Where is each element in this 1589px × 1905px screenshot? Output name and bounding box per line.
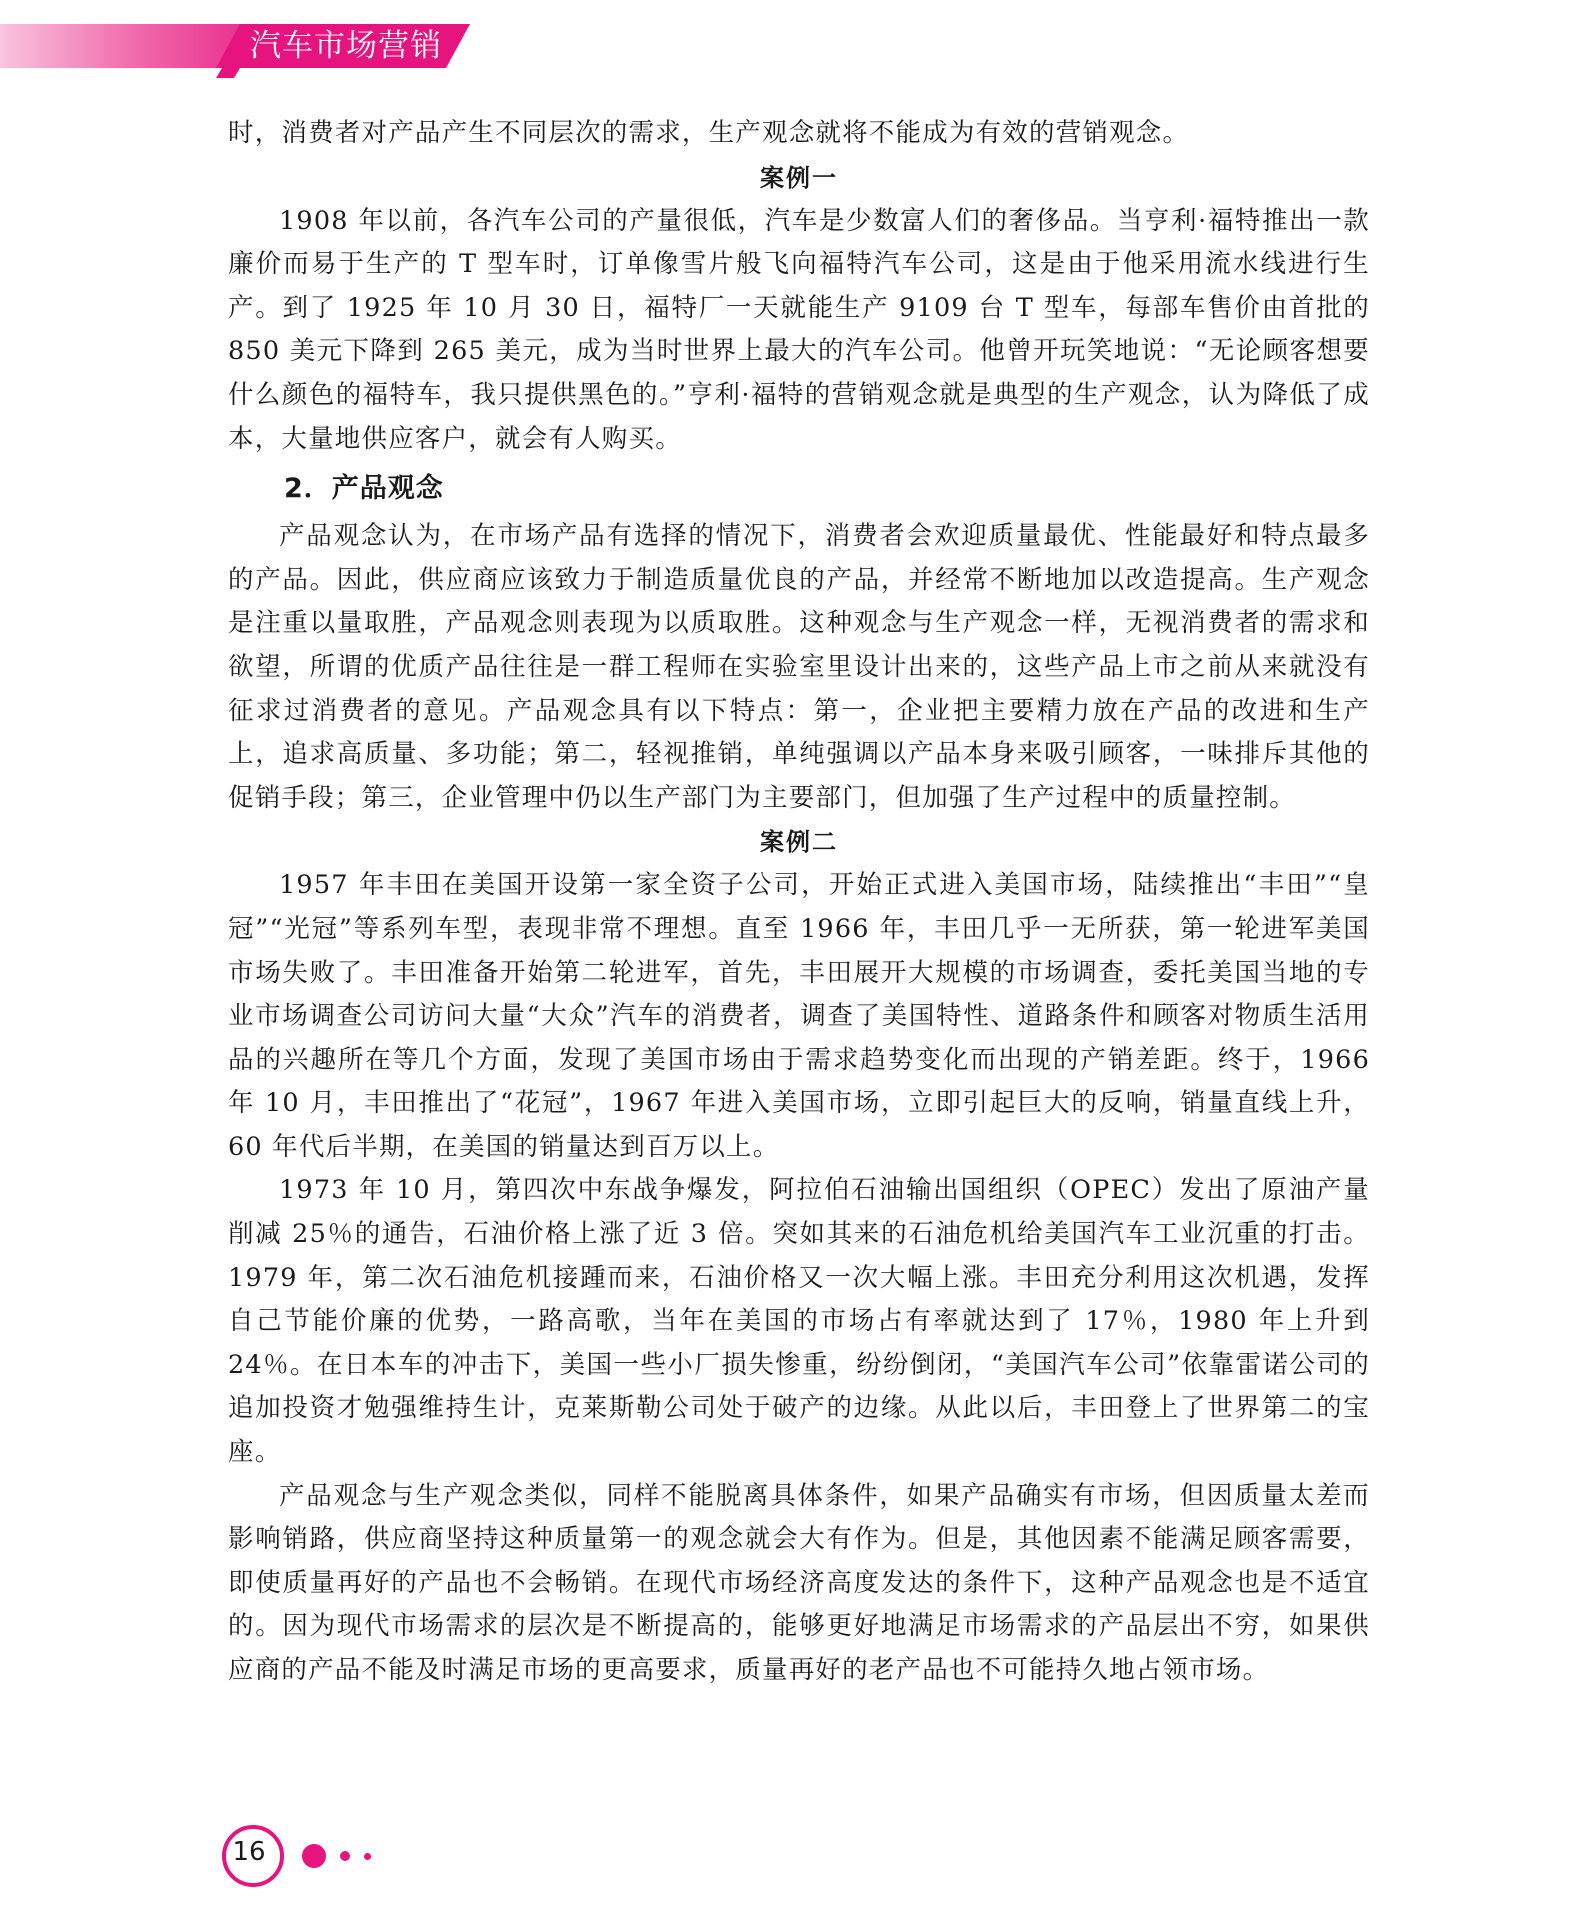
page-content	[228, 112, 1370, 1693]
decorative-dot-medium	[340, 1851, 350, 1861]
product-concept-paragraph: 产品观念认为，在市场产品有选择的情况下，消费者会欢迎质量最优、性能最好和特点最多的产品。因此，供应商应该致力于制造质量优良的产品，并经常不断地加以改造提高。生产观念是注重以量取胜，产品观念则表现为以质取胜。这种观念与生产观念一样，无视消费者的需求和欲望，所谓的优质产品往往是一群工程师在实验室里设计出来的，这些产品上市之前从来就没有征求过消费者的意见。产品观念具有以下特点：第一，企业把主要精力放在产品的改进和生产上，追求高质量、多功能；第二，轻视推销，单纯强调以产品本身来吸引顾客，一味排斥其他的促销手段；第三，企业管理中仍以生产部门为主要部门，但加强了生产过程中的质量控制。	[228, 521, 1370, 813]
case-two-paragraph-1: 1957 年丰田在美国开设第一家全资子公司，开始正式进入美国市场，陆续推出“丰田”“皇冠”“光冠”等系列车型，表现非常不理想。直至 1966 年，丰田几乎一无所获，第一轮进军美国市场失败了。丰田准备开始第二轮进军，首先，丰田展开大规模的市场调查，委托美国当地的专业市场调查公司访问大量“大众”汽车的消费者，调查了美国特性、道路条件和顾客对物质生活用品的兴趣所在等几个方面，发现了美国市场由于需求趋势变化而出现的产销差距。终于，1966 年 10 月，丰田推出了“花冠”，1967 年进入美国市场，立即引起巨大的反响，销量直线上升，60 年代后半期，在美国的销量达到百万以上。	[228, 870, 1370, 1162]
section-heading-product-concept: 2．产品观念	[284, 473, 444, 505]
book-title: 汽车市场营销	[250, 28, 442, 64]
closing-paragraph: 产品观念与生产观念类似，同样不能脱离具体条件，如果产品确实有市场，但因质量太差而影响销路，供应商坚持这种质量第一的观念就会大有作为。但是，其他因素不能满足顾客需要，即使质量再好的产品也不会畅销。在现代市场经济高度发达的条件下，这种产品观念也是不适宜的。因为现代市场需求的层次是不断提高的，能够更好地满足市场需求的产品层出不穷，如果供应商的产品不能及时满足市场的更高要求，质量再好的老产品也不可能持久地占领市场。	[228, 1480, 1370, 1685]
decorative-dot-small	[364, 1853, 371, 1860]
case-two-title: 案例二	[760, 828, 838, 857]
page-number: 16	[232, 1837, 266, 1867]
decorative-dot-large	[302, 1844, 326, 1868]
intro-paragraph: 时，消费者对产品产生不同层次的需求，生产观念就将不能成为有效的营销观念。	[228, 118, 1190, 148]
case-one-title: 案例一	[760, 163, 838, 192]
case-one-paragraph: 1908 年以前，各汽车公司的产量很低，汽车是少数富人们的奢侈品。当亨利·福特推出一款廉价而易于生产的 T 型车时，订单像雪片般飞向福特汽车公司，这是由于他采用流水线进行生产。到了 1925 年 10 月 30 日，福特厂一天就能生产 9109 台 T 型车，每部车售价由首批的 850 美元下降到 265 美元，成为当时世界上最大的汽车公司。他曾开玩笑地说：“无论顾客想要什么颜色的福特车，我只提供黑色的。”亨利·福特的营销观念就是典型的生产观念，认为降低了成本，大量地供应客户，就会有人购买。	[228, 205, 1370, 454]
case-two-paragraph-2: 1973 年 10 月，第四次中东战争爆发，阿拉伯石油输出国组织（OPEC）发出了原油产量削减 25％的通告，石油价格上涨了近 3 倍。突如其来的石油危机给美国汽车工业沉重的打击。1979 年，第二次石油危机接踵而来，石油价格又一次大幅上涨。丰田充分利用这次机遇，发挥自己节能价廉的优势，一路高歌，当年在美国的市场占有率就达到了 17％，1980 年上升到 24％。在日本车的冲击下，美国一些小厂损失惨重，纷纷倒闭，“美国汽车公司”依靠雷诺公司的追加投资才勉强维持生计，克莱斯勒公司处于破产的边缘。从此以后，丰田登上了世界第二的宝座。	[228, 1175, 1370, 1468]
